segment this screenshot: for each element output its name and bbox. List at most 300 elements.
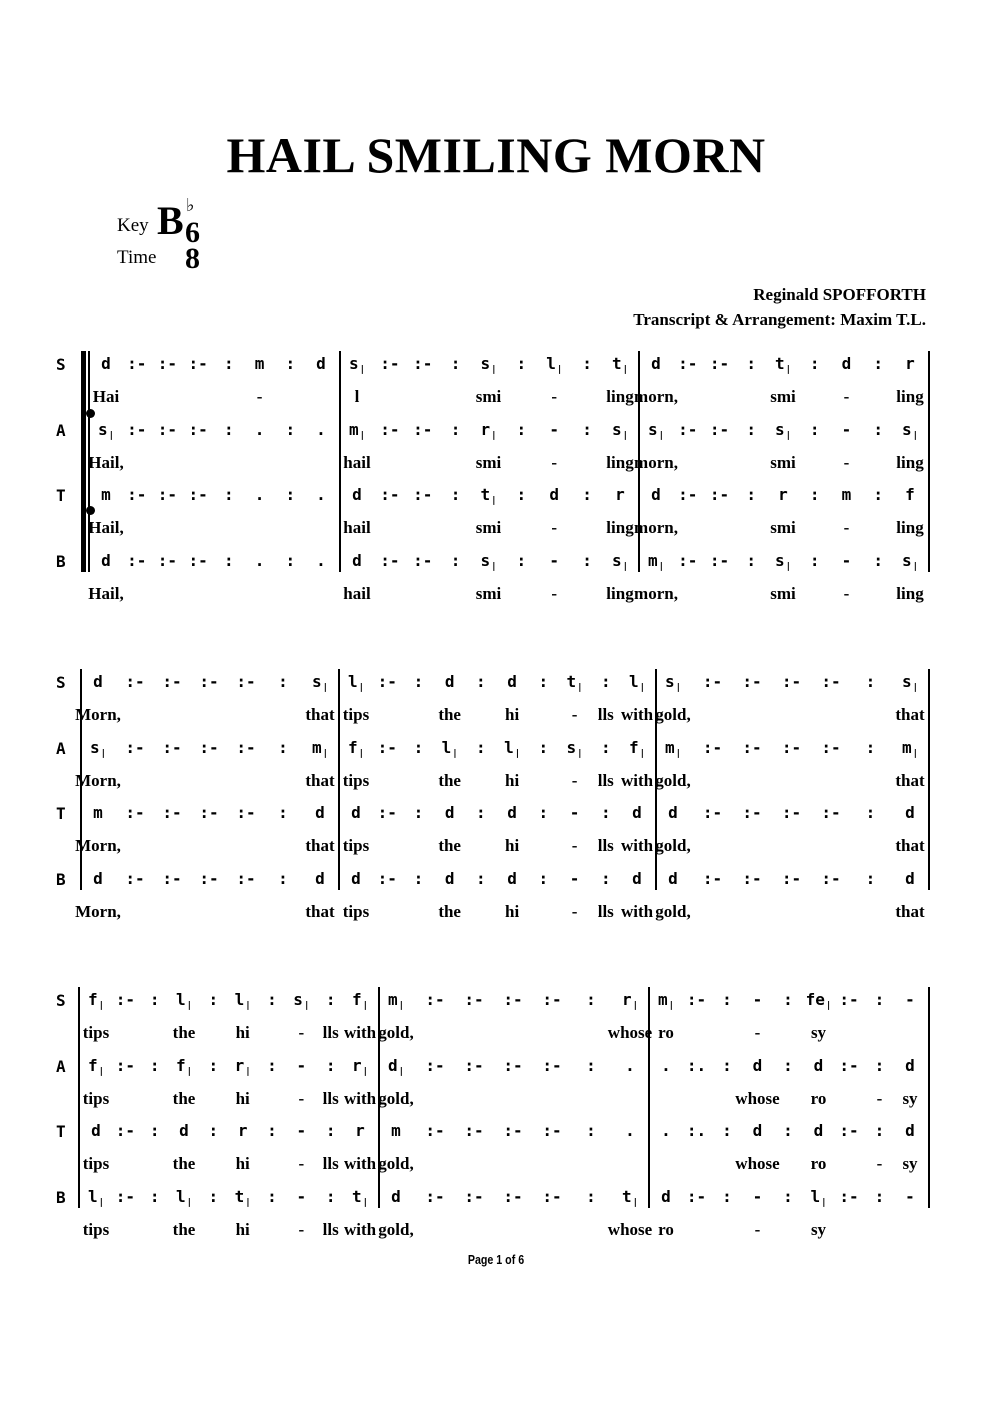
solfa-token: :- bbox=[413, 550, 433, 570]
solfa-token: :- bbox=[413, 354, 433, 373]
solfa-token: : bbox=[450, 354, 461, 373]
solfa-token: : bbox=[516, 550, 527, 570]
solfa-token: - bbox=[905, 1186, 915, 1206]
lyric-syllable: - bbox=[571, 705, 578, 724]
solfa-token: s| bbox=[480, 550, 497, 572]
solfa-token: : bbox=[586, 1186, 596, 1206]
lyric-syllable: the bbox=[172, 1219, 196, 1239]
solfa-token: :- bbox=[236, 803, 256, 822]
lyric-syllable: Morn, bbox=[75, 705, 121, 724]
solfa-token: : bbox=[267, 990, 277, 1009]
low-octave-mark: | bbox=[491, 561, 497, 572]
solfa-token: : bbox=[600, 803, 611, 822]
solfa-token: l| bbox=[87, 1186, 105, 1208]
low-octave-mark: | bbox=[398, 1066, 405, 1077]
solfa-token: d bbox=[632, 803, 642, 822]
lyric-syllable: Morn, bbox=[75, 836, 121, 855]
lyric-syllable: hi bbox=[505, 705, 520, 724]
solfa-token: l| bbox=[441, 737, 458, 759]
solfa-token: d bbox=[507, 803, 517, 822]
solfa-token: :- bbox=[380, 485, 400, 504]
solfa-token: r| bbox=[234, 1055, 251, 1077]
solfa-token: :- bbox=[188, 354, 208, 373]
solfa-token: d bbox=[752, 1055, 763, 1075]
solfa-token: - bbox=[752, 990, 763, 1009]
solfa-token: : bbox=[809, 550, 820, 570]
lyric-syllable: - bbox=[754, 1219, 761, 1239]
solfa-token: : bbox=[413, 803, 424, 822]
solfa-token: s| bbox=[647, 419, 665, 441]
solfa-token: s| bbox=[774, 419, 792, 441]
solfa-token: - bbox=[549, 419, 560, 439]
low-octave-mark: | bbox=[658, 561, 665, 572]
solfa-token: :- bbox=[503, 990, 523, 1009]
low-octave-mark: | bbox=[912, 561, 919, 572]
lyric-syllable: that bbox=[305, 705, 335, 724]
solfa-token: : bbox=[582, 550, 592, 570]
solfa-token: r bbox=[615, 485, 625, 504]
lyric-syllable: - bbox=[551, 452, 558, 472]
lyric-syllable: ling bbox=[896, 583, 924, 603]
solfa-token: : bbox=[722, 1121, 732, 1140]
low-octave-mark: | bbox=[108, 430, 115, 441]
solfa-token: s| bbox=[311, 672, 329, 693]
lyric-syllable: lls bbox=[597, 705, 614, 724]
solfa-token: : bbox=[285, 550, 296, 570]
solfa-token: : bbox=[267, 1121, 277, 1140]
lyric-syllable: lls bbox=[597, 836, 614, 855]
time-denominator: 8 bbox=[185, 242, 200, 275]
solfa-token: : bbox=[278, 672, 288, 691]
lyric-syllable: - bbox=[256, 387, 263, 406]
lyric-syllable: gold, bbox=[378, 1154, 414, 1173]
low-octave-mark: | bbox=[245, 1001, 251, 1011]
solfa-token: d bbox=[905, 1121, 915, 1140]
low-octave-mark: | bbox=[675, 683, 682, 693]
solfa-token: :- bbox=[199, 737, 219, 757]
solfa-token: :- bbox=[125, 868, 145, 888]
solfa-token: d bbox=[93, 868, 103, 888]
solfa-token: :- bbox=[839, 1121, 859, 1140]
solfa-token: :- bbox=[781, 868, 802, 888]
solfa-token: d bbox=[905, 803, 915, 822]
solfa-token: :- bbox=[199, 672, 219, 691]
solfa-token: : bbox=[809, 354, 820, 373]
lyric-syllable: - bbox=[551, 583, 558, 603]
solfa-token: :- bbox=[157, 354, 178, 373]
solfa-token: d bbox=[507, 672, 517, 691]
solfa-token: :- bbox=[839, 1055, 859, 1075]
solfa-token: :- bbox=[742, 737, 762, 757]
low-octave-mark: | bbox=[98, 1197, 105, 1208]
lyric-syllable: gold, bbox=[655, 901, 691, 921]
lyric-syllable: that bbox=[895, 770, 925, 790]
low-octave-mark: | bbox=[398, 1001, 405, 1011]
lyric-syllable: smi bbox=[770, 518, 796, 537]
lyric-syllable: - bbox=[843, 452, 850, 472]
solfa-token: t| bbox=[234, 1186, 251, 1208]
low-octave-mark: | bbox=[622, 430, 629, 441]
lyric-syllable: hi bbox=[235, 1154, 250, 1173]
lyric-syllable: gold, bbox=[655, 770, 691, 790]
solfa-token: d bbox=[351, 803, 361, 822]
low-octave-mark: | bbox=[100, 748, 107, 759]
solfa-token: :- bbox=[503, 1055, 523, 1075]
low-octave-mark: | bbox=[186, 1066, 193, 1077]
solfa-token: r| bbox=[480, 419, 497, 441]
solfa-token: - bbox=[905, 990, 915, 1009]
solfa-token: . bbox=[254, 550, 265, 570]
solfa-token: s| bbox=[89, 737, 107, 759]
solfa-token: :- bbox=[709, 354, 730, 373]
solfa-token: - bbox=[841, 550, 852, 570]
barline bbox=[928, 987, 930, 1208]
lyric-syllable: Morn, bbox=[75, 901, 121, 921]
solfa-token: - bbox=[569, 803, 580, 822]
solfa-token: d bbox=[752, 1121, 763, 1140]
barline bbox=[648, 987, 650, 1208]
solfa-token: s| bbox=[97, 419, 115, 441]
solfa-token: :- bbox=[821, 672, 841, 691]
solfa-token: d bbox=[651, 354, 661, 373]
solfa-token: : bbox=[783, 1121, 793, 1140]
solfa-token: d bbox=[668, 868, 678, 888]
solfa-token: d bbox=[668, 803, 678, 822]
solfa-token: l| bbox=[234, 990, 251, 1011]
lyric-syllable: whose bbox=[735, 1088, 780, 1108]
solfa-token: :- bbox=[377, 803, 397, 822]
solfa-token: : bbox=[874, 1055, 885, 1075]
lyric-syllable: hail bbox=[343, 452, 371, 472]
solfa-token: s| bbox=[348, 354, 366, 375]
solfa-token: d bbox=[813, 1055, 824, 1075]
solfa-token: : bbox=[746, 485, 757, 504]
lyric-syllable: ro bbox=[658, 1023, 674, 1042]
solfa-token: d bbox=[661, 1186, 671, 1206]
solfa-token: d| bbox=[387, 1055, 405, 1077]
low-octave-mark: | bbox=[358, 748, 365, 759]
solfa-token: : bbox=[224, 419, 234, 439]
lyric-syllable: the bbox=[172, 1023, 196, 1042]
solfa-token: : bbox=[325, 990, 336, 1009]
solfa-token: d bbox=[905, 1055, 915, 1075]
lyric-syllable: with bbox=[620, 770, 654, 790]
solfa-token: d bbox=[507, 868, 517, 888]
solfa-token: f bbox=[905, 485, 915, 504]
solfa-token: d bbox=[315, 868, 325, 888]
solfa-token: : bbox=[873, 485, 884, 504]
low-octave-mark: | bbox=[785, 561, 792, 572]
solfa-token: r bbox=[778, 485, 788, 504]
solfa-token: :- bbox=[821, 737, 841, 757]
repeat-dot bbox=[86, 506, 95, 515]
lyric-syllable: hi bbox=[235, 1023, 250, 1042]
solfa-token: s| bbox=[566, 737, 583, 759]
voice-label-s: S bbox=[56, 991, 66, 1010]
lyric-syllable: - bbox=[876, 1154, 883, 1173]
lyric-syllable: - bbox=[298, 1219, 305, 1239]
solfa-token: :- bbox=[199, 868, 219, 888]
solfa-token: d bbox=[632, 868, 642, 888]
low-octave-mark: | bbox=[675, 748, 682, 759]
solfa-token: : bbox=[722, 1186, 732, 1206]
solfa-token: : bbox=[783, 1055, 793, 1075]
solfa-token: :- bbox=[781, 803, 802, 822]
low-octave-mark: | bbox=[577, 748, 583, 759]
solfa-token: . bbox=[254, 419, 265, 439]
solfa-token: : bbox=[746, 354, 757, 373]
solfa-token: : bbox=[476, 672, 486, 691]
solfa-token: : bbox=[874, 990, 885, 1009]
solfa-token: m| bbox=[311, 737, 329, 759]
solfa-token: : bbox=[149, 1121, 160, 1140]
lyric-syllable: tips bbox=[82, 1154, 110, 1173]
arranger: Transcript & Arrangement: Maxim T.L. bbox=[633, 310, 926, 329]
solfa-token: :- bbox=[127, 419, 147, 439]
solfa-token: : bbox=[450, 485, 461, 504]
lyric-syllable: hi bbox=[505, 901, 520, 921]
solfa-token: : bbox=[865, 803, 876, 822]
composer: Reginald SPOFFORTH bbox=[753, 285, 926, 304]
solfa-token: l| bbox=[175, 1186, 193, 1208]
low-octave-mark: | bbox=[359, 430, 366, 441]
solfa-token: :- bbox=[199, 803, 219, 822]
low-octave-mark: | bbox=[668, 1001, 675, 1011]
low-octave-mark: | bbox=[577, 683, 583, 693]
solfa-token: : bbox=[476, 737, 486, 757]
solfa-token: l| bbox=[175, 990, 193, 1011]
solfa-token: - bbox=[752, 1186, 763, 1206]
solfa-token: - bbox=[296, 1186, 307, 1206]
solfa-token: - bbox=[569, 868, 580, 888]
solfa-token: :- bbox=[678, 485, 698, 504]
solfa-token: d bbox=[316, 354, 326, 373]
lyric-syllable: smi bbox=[475, 452, 502, 472]
lyric-syllable: - bbox=[298, 1088, 305, 1108]
solfa-token: s| bbox=[293, 990, 310, 1011]
solfa-token: : bbox=[865, 672, 876, 691]
solfa-token: :- bbox=[125, 803, 145, 822]
solfa-token: :- bbox=[125, 737, 145, 757]
lyric-syllable: gold, bbox=[378, 1023, 414, 1042]
solfa-token: :- bbox=[377, 737, 397, 757]
solfa-token: . bbox=[254, 485, 265, 504]
solfa-token: : bbox=[413, 868, 424, 888]
lyric-syllable: that bbox=[305, 770, 335, 790]
solfa-token: m bbox=[254, 354, 265, 373]
solfa-token: d bbox=[352, 485, 362, 504]
voice-label-t: T bbox=[56, 1122, 66, 1141]
solfa-token: : bbox=[278, 868, 288, 888]
low-octave-mark: | bbox=[452, 748, 458, 759]
solfa-token: : bbox=[600, 737, 611, 757]
low-octave-mark: | bbox=[98, 1001, 105, 1011]
solfa-token: : bbox=[516, 485, 527, 504]
lyric-syllable: that bbox=[895, 705, 925, 724]
solfa-token: d bbox=[905, 868, 915, 888]
lyric-syllable: the bbox=[172, 1154, 196, 1173]
solfa-token: t| bbox=[480, 485, 497, 506]
solfa-token: l| bbox=[628, 672, 646, 693]
lyric-syllable: with bbox=[620, 836, 654, 855]
solfa-token: : bbox=[600, 868, 611, 888]
low-octave-mark: | bbox=[821, 1197, 827, 1208]
low-octave-mark: | bbox=[362, 1001, 369, 1011]
solfa-token: :- bbox=[464, 990, 484, 1009]
low-octave-mark: | bbox=[491, 365, 497, 375]
lyric-syllable: the bbox=[438, 770, 461, 790]
barline bbox=[78, 987, 80, 1208]
low-octave-mark: | bbox=[632, 1001, 639, 1011]
voice-label-s: S bbox=[56, 355, 66, 374]
solfa-token: : bbox=[809, 485, 820, 504]
low-octave-mark: | bbox=[303, 1001, 310, 1011]
lyric-syllable: ling bbox=[606, 583, 634, 603]
solfa-token: . bbox=[661, 1121, 671, 1140]
solfa-token: : bbox=[516, 419, 527, 439]
solfa-token: : bbox=[600, 672, 611, 691]
lyric-syllable: sy bbox=[810, 1023, 827, 1042]
low-octave-mark: | bbox=[912, 430, 919, 441]
solfa-token: : bbox=[285, 419, 296, 439]
solfa-token: : bbox=[722, 1055, 732, 1075]
lyric-syllable: with bbox=[620, 705, 654, 724]
solfa-token: : bbox=[722, 990, 732, 1009]
solfa-token: :- bbox=[702, 803, 723, 822]
solfa-token: :- bbox=[542, 1055, 562, 1075]
time-label: Time bbox=[117, 247, 157, 268]
solfa-token: l| bbox=[504, 737, 521, 759]
solfa-token: :- bbox=[742, 868, 762, 888]
solfa-token: :- bbox=[821, 803, 841, 822]
solfa-token: f| bbox=[87, 1055, 105, 1077]
solfa-token: : bbox=[224, 354, 234, 373]
lyric-syllable: gold, bbox=[655, 705, 691, 724]
solfa-token: f| bbox=[628, 737, 646, 759]
lyric-syllable: - bbox=[754, 1023, 761, 1042]
solfa-token: : bbox=[325, 1121, 336, 1140]
double-barline bbox=[81, 351, 86, 572]
solfa-token: :- bbox=[425, 990, 445, 1009]
lyric-syllable: tips bbox=[82, 1023, 110, 1042]
solfa-token: : bbox=[538, 803, 549, 822]
solfa-token: t| bbox=[611, 354, 629, 375]
voice-label-b: B bbox=[56, 1187, 66, 1207]
solfa-token: : bbox=[278, 803, 288, 822]
lyric-syllable: hail bbox=[343, 518, 371, 537]
lyric-syllable: - bbox=[551, 387, 558, 406]
solfa-token: - bbox=[549, 550, 560, 570]
solfa-token: :- bbox=[686, 1186, 707, 1206]
solfa-token: : bbox=[149, 1055, 160, 1075]
low-octave-mark: | bbox=[785, 365, 792, 375]
lyric-syllable: lls bbox=[597, 901, 614, 921]
solfa-token: - bbox=[296, 1121, 307, 1140]
lyric-syllable: with bbox=[620, 901, 654, 921]
lyric-syllable: with bbox=[343, 1023, 377, 1042]
solfa-token: :- bbox=[380, 419, 400, 439]
solfa-token: :- bbox=[157, 550, 178, 570]
voice-label-a: A bbox=[56, 738, 66, 758]
lyric-syllable: ling bbox=[896, 452, 924, 472]
voice-label-s: S bbox=[56, 673, 66, 692]
low-octave-mark: | bbox=[362, 1197, 369, 1208]
solfa-token: : bbox=[582, 485, 592, 504]
lyric-syllable: Morn, bbox=[75, 770, 121, 790]
solfa-token: d bbox=[444, 803, 455, 822]
lyric-syllable: smi bbox=[475, 518, 502, 537]
lyric-syllable: gold, bbox=[655, 836, 691, 855]
solfa-token: :- bbox=[115, 990, 135, 1009]
low-octave-mark: | bbox=[622, 365, 629, 375]
lyric-syllable: - bbox=[298, 1154, 305, 1173]
solfa-token: d bbox=[549, 485, 560, 504]
solfa-token: s| bbox=[901, 550, 919, 572]
solfa-token: :- bbox=[236, 868, 256, 888]
solfa-token: :- bbox=[413, 419, 433, 439]
solfa-token: :- bbox=[380, 354, 400, 373]
low-octave-mark: | bbox=[639, 683, 646, 693]
solfa-token: d bbox=[444, 868, 455, 888]
solfa-token: t| bbox=[566, 672, 583, 693]
lyric-syllable: whose bbox=[735, 1154, 780, 1173]
lyric-syllable: hi bbox=[235, 1088, 250, 1108]
solfa-token: r| bbox=[351, 1055, 369, 1077]
solfa-token: :- bbox=[188, 485, 208, 504]
solfa-token: . bbox=[625, 1055, 635, 1075]
solfa-token: s| bbox=[480, 354, 497, 375]
lyric-syllable: lls bbox=[322, 1088, 339, 1108]
lyric-syllable: Hai bbox=[92, 387, 120, 406]
solfa-token: :- bbox=[503, 1121, 523, 1140]
solfa-token: m| bbox=[647, 550, 665, 572]
lyric-syllable: that bbox=[895, 901, 925, 921]
lyric-syllable: smi bbox=[475, 387, 502, 406]
low-octave-mark: | bbox=[514, 748, 521, 759]
solfa-token: :- bbox=[236, 672, 256, 691]
solfa-token: t| bbox=[621, 1186, 639, 1208]
solfa-token: :- bbox=[709, 485, 730, 504]
low-octave-mark: | bbox=[358, 683, 365, 693]
voice-label-b: B bbox=[56, 551, 66, 571]
solfa-token: :- bbox=[162, 672, 182, 691]
low-octave-mark: | bbox=[186, 1197, 193, 1208]
solfa-token: :- bbox=[157, 485, 178, 504]
lyric-syllable: hi bbox=[235, 1219, 250, 1239]
lyric-syllable: - bbox=[571, 770, 578, 790]
solfa-token: s| bbox=[774, 550, 792, 572]
lyric-syllable: - bbox=[876, 1088, 883, 1108]
lyric-syllable: tips bbox=[342, 901, 370, 921]
low-octave-mark: | bbox=[785, 430, 792, 441]
page-number: Page 1 of 6 bbox=[467, 1252, 525, 1267]
solfa-token: : bbox=[746, 419, 757, 439]
solfa-token: :- bbox=[377, 868, 397, 888]
solfa-token: f| bbox=[351, 990, 369, 1011]
solfa-token: :- bbox=[115, 1121, 135, 1140]
solfa-token: :- bbox=[709, 419, 730, 439]
lyric-syllable: morn, bbox=[634, 452, 678, 472]
lyric-syllable: that bbox=[895, 836, 925, 855]
solfa-token: :- bbox=[821, 868, 841, 888]
low-octave-mark: | bbox=[245, 1197, 251, 1208]
solfa-token: : bbox=[325, 1186, 336, 1206]
solfa-token: m| bbox=[387, 990, 405, 1011]
lyric-syllable: whose bbox=[607, 1023, 653, 1042]
solfa-token: : bbox=[285, 485, 296, 504]
solfa-token: : bbox=[873, 354, 884, 373]
lyric-syllable: the bbox=[438, 901, 461, 921]
